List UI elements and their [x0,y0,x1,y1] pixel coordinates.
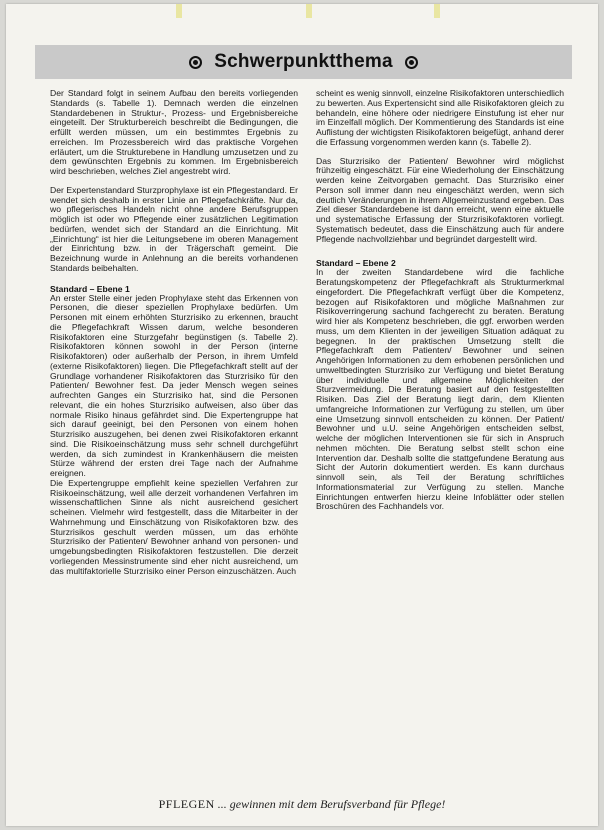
target-bullet-icon [189,56,202,69]
paragraph: scheint es wenig sinnvoll, einzelne Risikofaktoren unterschiedlich zu bewerten. Aus Expertensicht sind alle Risikofaktoren gleich zu behandeln, eine höhere oder niedrigere Einstufung ist eher nur im Einzelfall möglich. Der Kommentierung des Standards ist eine Auflistung der wichtigsten Risikofaktoren beigefügt, anhand derer die Erfassung vorgenommen werden kann (s. Tabelle 2). [316,89,564,147]
section-header [35,45,572,79]
footer-slogan [6,797,598,812]
paragraph: Der Expertenstandard Sturzprophylaxe ist ein Pflegestandard. Er wendet sich deshalb in erster Linie an Pflegefachkräfte. Nur da, wo pflegerisches Handeln nicht ohne andere Berufsgruppen möglich ist oder wo Pflegende einer zusätzlichen Legitimation bedürfen, wendet sich der Standard an die Einrichtung. Mit „Einrichtung“ ist hier die Leitungsebene im oberen Management der Einrichtung bzw. in der Trägerschaft gemeint. Die Bezeichnung wurde in Anlehnung an die bereits vorhandenen Standards beibehalten. [50,184,298,273]
paragraph: Der Standard folgt in seinem Aufbau den bereits vorliegenden Standards (s. Tabelle 1). Demnach werden die einzelnen Standardebenen in Struktur-, Prozess- und Ergebnisbereiche eingeteilt. Der Strukturbereich beschreibt die Bedingungen, die erfüllt werden müssen, um ein bestimmtes Ergebnis zu erreichen. Im Prozessbereich wird das praktische Vorgehen erläutert, um die Strukturebene in Handlung umzusetzen und zu dem gewünschten Ergebnis zu kommen. Im Ergebnisbereich wird beschrieben, welches Ziel angestrebt wird. [50,89,298,176]
paragraph: Die Expertengruppe empfiehlt keine speziellen Verfahren zur Risikoeinschätzung, weil alle derzeit vorhandenen Verfahren im wissenschaftlichen Sinne als nicht ausreichend gesichert scheinen. Vielmehr wird festgestellt, dass die Mitarbeiter in der Wahrnehmung und Einschätzung von Risikofaktoren bzw. des Sturzrisikos geschult werden müssen, um das erhöhte Sturzrisiko der Patienten/ Bewohner anhand von personen- und umgebungsbedingten Risikofaktoren festzustellen. Die derzeit vorliegenden Messinstrumente sind eher nicht ausreichend, um das multifaktorielle Sturzrisiko einer Person einzuschätzen. Auch [50,477,298,576]
right-column [316,89,564,779]
footer-brand: PFLEGEN [158,797,215,811]
section-heading: Standard – Ebene 2 [316,258,396,269]
paragraph: An erster Stelle einer jeden Prophylaxe steht das Erkennen von Personen, die dieser speziellen Prophylaxe bedürfen. Um Personen mit einem erhöhten Sturzrisiko zu erkennen, braucht die Pflegefachkraft Wissen darum, welche besonderen Risikofaktoren eine Sturzgefahr begünstigen (s. Tabelle 2). Risikofaktoren können sowohl in der Person (interne Risikofaktoren) oder außerhalb der Person, in ihrem Umfeld (externe Risikofaktoren) liegen. Die Pflegefachkraft stellt auf der Grundlage vorhandener Risikofaktoren das Sturzrisiko für den Patienten/ Bewohner fest. Da jeder Mensch wegen seines aufrechten Ganges ein Sturzrisiko hat, sind die Personen relevant, die ein hohes Sturzrisiko aufweisen, also über das normale Risiko hinaus gefährdet sind. Die Expertengruppe hat sich darauf geeinigt, bei den Personen von einem hohen Sturzrisiko auszugehen, bei denen zwei Risikofaktoren erkannt sind. Die Risikoeinschätzung muss sehr schnell durchgeführt werden, da sich zumindest in Krankenhäusern die meisten Stürze während der ersten drei Tage nach der Aufnahme ereignen. [50,292,298,478]
document-page [6,4,598,826]
paragraph: In der zweiten Standardebene wird die fachliche Beratungskompetenz der Pflegefachkraft als Strukturmerkmal eingefordert. Die Pflegefachkraft verfügt über die Kompetenz, bezogen auf Risikofaktoren und mögliche Maßnahmen zur Risikoverringerung sachund fachgerecht zu beraten. Beratung wird hier als Kompetenz beschrieben, die ggf. erworben werden muss, um dem Klienten in der jeweiligen Situation adäquat zu begegnen. In der praktischen Umsetzung stellt die Pflegefachkraft dem Patienten/ Bewohner und seinen Angehörigen Informationen zu dem erhobenen persönlichen und umweltbedingten Sturzrisiko zur Verfügung und bietet Beratung über individuelle und allgemeine Möglichkeiten der Sturzvermeidung. Die Beratung basiert auf den festgestellten Risiken. Das Ziel der Beratung liegt darin, dem Klienten umfangreiche Informationen zur Verfügung zu stellen, um über eine Umsetzung sinnvoll entscheiden zu können. Der Patient/ Bewohner und u.U. seine Angehörigen entscheiden selbst, welche der möglichen Interventionen sie für sich in Anspruch nehmen möchten. Die Beratung selbst stellt schon eine Intervention dar. Deshalb sollte die stattgefundene Beratung aus Sicht der Autorin dokumentiert werden. Es kann durchaus sinnvoll sein, als Teil der Beratung schriftliches Informationsmaterial zur Verfügung zu stellen. Manche Einrichtungen entwerfen hierzu kleine Infoblätter oder stellen Broschüren des Fachhandels vor. [316,267,564,512]
article-body [50,89,564,779]
target-bullet-icon [405,56,418,69]
footer-tagline: ... gewinnen mit dem Berufsverband für Pflege! [214,797,446,811]
yellow-tab-marker [176,4,182,18]
section-heading: Standard – Ebene 1 [50,283,130,294]
yellow-tab-marker [306,4,312,18]
yellow-tab-marker [434,4,440,18]
page-title: Schwerpunktthema [214,51,393,72]
left-column [50,89,298,779]
paragraph: Das Sturzrisiko der Patienten/ Bewohner wird möglichst frühzeitig eingeschätzt. Für eine Wiederholung der Einschätzung werden keine Zeitvorgaben gemacht. Das Sturzrisiko einer Person soll immer dann neu eingeschätzt werden, wenn sich deutlich Veränderungen in ihrem Allgemeinzustand ergeben. Das Ziel dieser Standardebene ist dann erreicht, wenn eine aktuelle und systematische Erfassung der Sturzrisikofaktoren vorliegt. Systematisch bedeutet, dass die Einschätzung auch für andere Pflegende nachvollziehbar und begründet dargestellt wird. [316,155,564,244]
